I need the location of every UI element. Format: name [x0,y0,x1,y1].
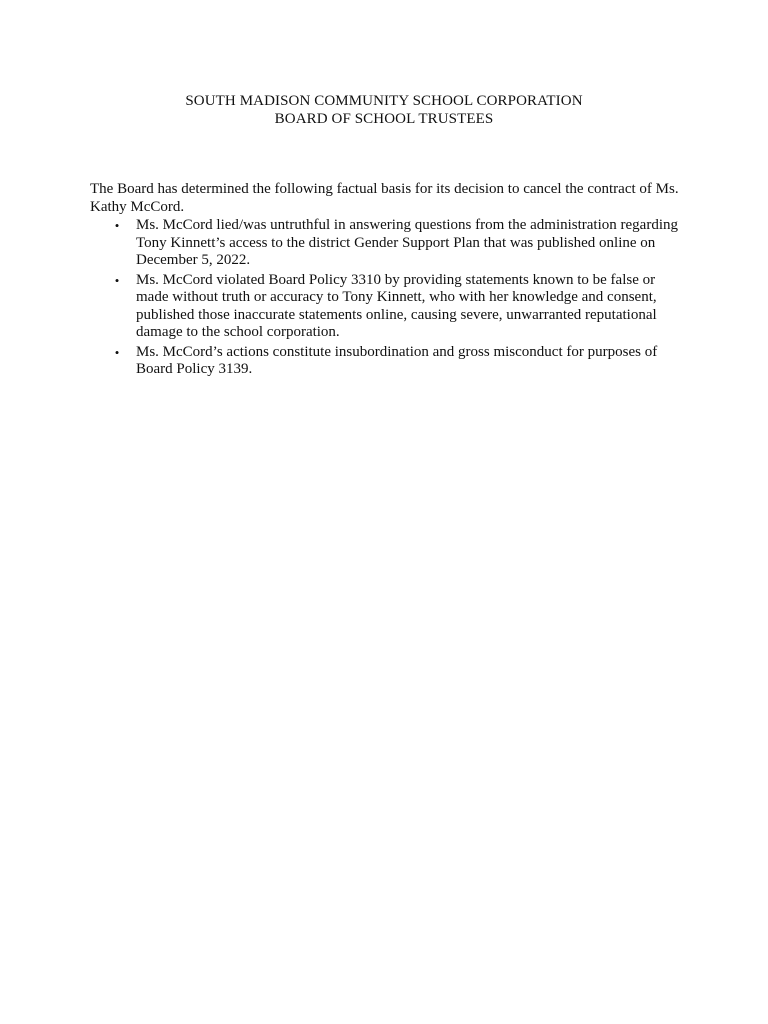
bullet-icon: • [114,344,120,360]
list-item [90,217,690,270]
finding-text: Ms. McCord lied/was untruthful in answering questions from the administration regarding Tony Kinnett’s access to the district Gender Support Plan that was published online on December 5, 2022. [136,217,678,268]
findings-list [90,217,690,381]
organization-name: SOUTH MADISON COMMUNITY SCHOOL CORPORATION [185,93,583,109]
list-item [90,344,690,379]
bullet-icon: • [114,272,120,288]
finding-text: Ms. McCord violated Board Policy 3310 by providing statements known to be false or made without truth or accuracy to Tony Kinnett, who with her knowledge and consent, published those inaccurate statements online, causing severe, unwarranted reputational damage to the school corporation. [136,271,657,340]
finding-text: Ms. McCord’s actions constitute insubordination and gross misconduct for purposes of Board Policy 3139. [136,343,658,377]
list-item [90,272,690,342]
document-header [0,92,768,128]
intro-paragraph: The Board has determined the following factual basis for its decision to cancel the contract of Ms. Kathy McCord. [90,181,679,215]
board-name: BOARD OF SCHOOL TRUSTEES [274,111,494,127]
bullet-icon: • [114,218,120,233]
